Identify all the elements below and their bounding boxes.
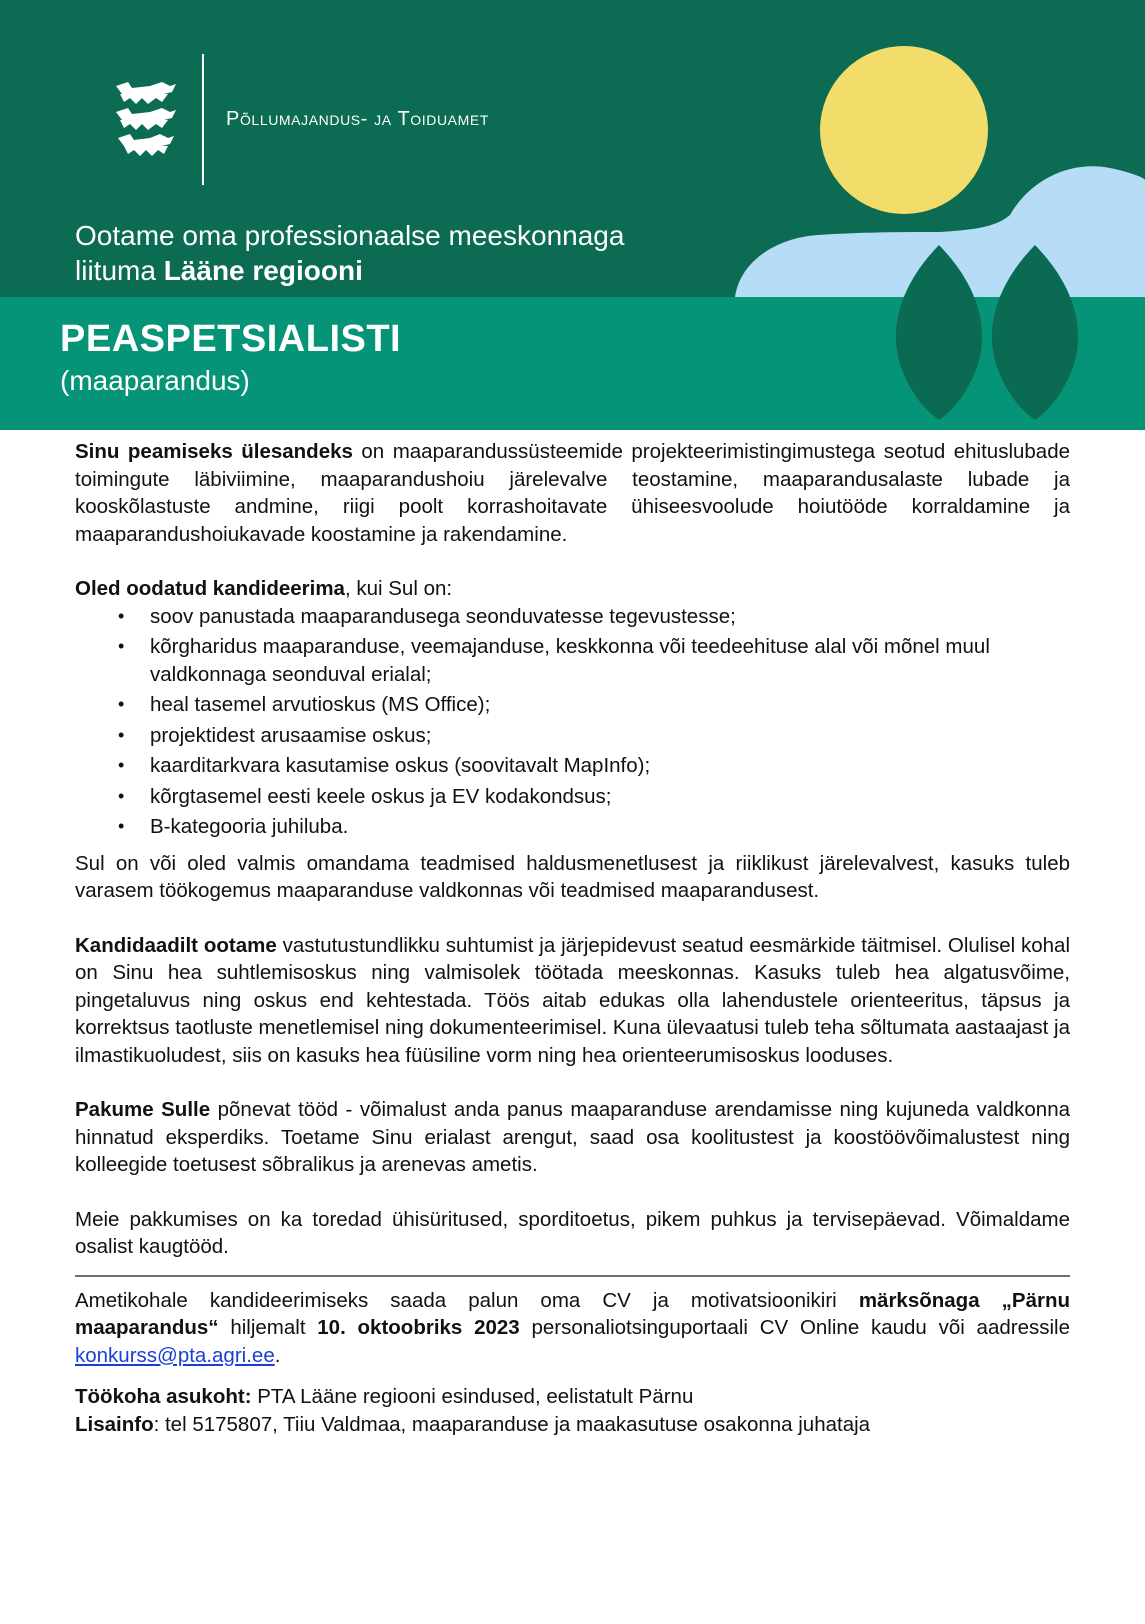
apply-deadline: 10. oktoobriks 2023	[317, 1316, 520, 1339]
location-line	[75, 1383, 1070, 1411]
apply-end: .	[274, 1343, 281, 1367]
list-item-text: kaarditarkvara kasutamise oskus (soovitavalt MapInfo);	[150, 754, 651, 777]
list-item	[75, 603, 1070, 631]
location-value: PTA Lääne regiooni esindused, eelistatult Pärnu	[251, 1385, 694, 1408]
info-label: Lisainfo	[75, 1412, 154, 1436]
apply-text: personaliotsinguportaali CV Online kaudu või aadressile	[519, 1316, 1070, 1339]
offer-heading: Pakume Sulle	[75, 1098, 211, 1121]
knowledge-paragraph: Sul on või oled valmis omandama teadmised haldusmenetlusest ja riiklikust järelevalvest, kasuks tuleb varasem töökogemus maaparanduse valdkonnas või teadmised maaparandusest.	[75, 851, 1070, 902]
requirements-heading: Oled oodatud kandideerima	[75, 577, 345, 600]
offer-paragraph	[75, 1096, 1070, 1179]
list-item-text: heal tasemel arvutioskus (MS Office);	[150, 693, 491, 716]
requirements-intro	[75, 575, 1070, 603]
list-item-text: projektidest arusaamise oskus;	[150, 723, 432, 747]
sun-icon	[820, 46, 988, 214]
duties-text: on maaparandussüsteemide projekteerimistingimustega seotud ehituslubade toimingute läbiviimine, maaparandushoiu järelevalve teostamine, maaparandusalaste lubade ja kooskõlastuste andmine, riigi poolt korrashoitavate ühiseesvoolude hoiutööde korraldamine ja maaparandushoiukavade koostamine ja rakendamine.	[75, 440, 1070, 546]
bullet-icon: •	[118, 636, 125, 656]
agency-name: Põllumajandus- ja Toiduamet	[226, 108, 489, 130]
list-item-text: soov panustada maaparandusega seonduvatesse tegevustesse;	[150, 604, 736, 628]
apply-text: Ametikohale kandideerimiseks saada palun oma CV ja motivatsioonikiri	[75, 1288, 859, 1312]
info-value: : tel 5175807, Tiiu Valdmaa, maaparanduse ja maakasutuse osakonna juhataja	[153, 1412, 871, 1436]
list-item-text: kõrgharidus maaparanduse, veemajanduse, keskkonna või teedeehituse alal või mõnel muul valdkonnaga seonduval erialal;	[150, 635, 990, 686]
duties-heading: Sinu peamiseks ülesandeks	[75, 440, 353, 463]
requirements-list	[75, 603, 1070, 841]
bullet-icon: •	[118, 785, 125, 806]
list-item	[75, 783, 1070, 811]
job-title: PEASPETSIALISTI	[60, 318, 402, 360]
header-tagline	[75, 218, 624, 288]
tagline-line2	[75, 253, 624, 288]
expectations-heading: Kandidaadilt ootame	[75, 933, 277, 957]
estonian-coat-of-arms-icon	[110, 76, 182, 164]
tagline-prefix: liituma	[75, 255, 164, 286]
application-paragraph	[75, 1287, 1070, 1370]
expectations-text: vastutustundlikku suhtumist ja järjepidevust seatud eesmärkide täitmisel. Olulisel kohal on Sinu hea suhtlemisoskus ning valmisolek töötada meeskonnas. Kasuks tuleb hea algatusvõime, pingetaluvus ning oskus end kehtestada. Töös aitab edukas olla lahendustele orienteeritus, täpsus ja korrektsus taotluste menetlemisel ning dokumenteerimisel. Kuna ülevaatusi tuleb teha sõltumata aastaajast ja ilmastikuoludest, siis on kasuks hea füüsiline vorm ning hea orienteerumisoskus looduses.	[75, 933, 1071, 1067]
header-divider	[202, 54, 204, 185]
email-link[interactable]: konkurss@pta.agri.ee	[75, 1343, 275, 1367]
list-item	[75, 813, 1070, 841]
apply-keyword: märksõnaga „Pärnu maaparandus“	[75, 1288, 1070, 1339]
list-item-text: kõrgtasemel eesti keele oskus ja EV kodakondsus;	[150, 784, 612, 808]
list-item-text: B-kategooria juhiluba.	[150, 815, 349, 838]
info-line	[75, 1411, 1070, 1439]
duties-paragraph	[75, 438, 1070, 548]
document-body	[75, 438, 1070, 1438]
job-subtitle: (maaparandus)	[60, 365, 250, 396]
bullet-icon: •	[118, 816, 125, 836]
bullet-icon: •	[118, 724, 125, 745]
section-divider	[75, 1275, 1070, 1277]
bullet-icon: •	[118, 755, 125, 775]
list-item	[75, 722, 1070, 750]
requirements-intro-text: , kui Sul on:	[344, 577, 453, 600]
bullet-icon: •	[118, 694, 125, 714]
benefits-paragraph: Meie pakkumises on ka toredad ühisüritused, sporditoetus, pikem puhkus ja tervisepäevad. Võimaldame osalist kaugtööd.	[75, 1207, 1070, 1258]
bullet-icon: •	[118, 605, 125, 626]
offer-text: põnevat tööd - võimalust anda panus maaparanduse arendamisse ning kujuneda valdkonna hinnatud eksperdiks. Toetame Sinu erialast arengut, saad osa koolitustest ja koostöövõimalustest ning kolleegide toetusest sõbralikus ja arenevas ametis.	[75, 1098, 1070, 1176]
apply-text: hiljemalt	[218, 1316, 318, 1339]
expectations-paragraph	[75, 932, 1070, 1070]
location-label: Töökoha asukoht:	[75, 1385, 252, 1408]
list-item	[75, 633, 1070, 688]
tagline-region: Lääne regiooni	[163, 255, 363, 286]
tagline-line1: Ootame oma professionaalse meeskonnaga	[75, 220, 625, 251]
list-item	[75, 752, 1070, 780]
list-item	[75, 691, 1070, 719]
